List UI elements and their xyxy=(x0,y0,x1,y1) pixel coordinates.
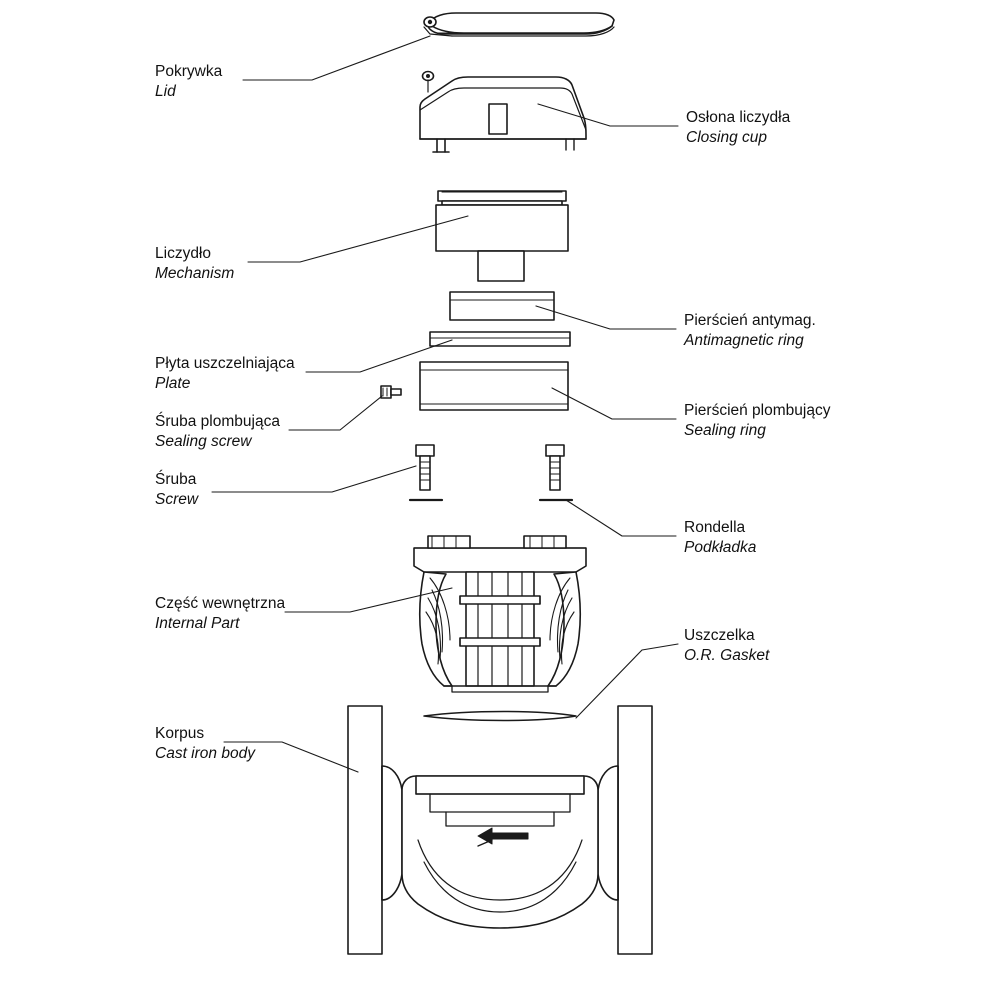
label-closing-cup xyxy=(686,108,790,148)
label-lid-pl: Pokrywka xyxy=(155,63,223,80)
label-plate-en: Plate xyxy=(155,374,191,392)
part-screw-left xyxy=(416,445,434,490)
part-mechanism xyxy=(436,191,568,281)
label-washer xyxy=(684,518,756,558)
label-washer-pl: Rondella xyxy=(684,519,746,536)
label-internal-part-en: Internal Part xyxy=(155,614,240,632)
label-closing-cup-en: Closing cup xyxy=(686,128,767,146)
label-sealing-ring xyxy=(684,401,830,441)
label-gasket xyxy=(684,626,769,666)
label-gasket-pl: Uszczelka xyxy=(684,627,755,644)
label-plate-pl: Płyta uszczelniająca xyxy=(155,355,295,372)
label-washer-en: Podkładka xyxy=(684,538,757,556)
label-sealing-screw xyxy=(155,412,280,452)
label-antimagnetic-ring xyxy=(684,311,816,351)
label-sealing-ring-en: Sealing ring xyxy=(684,421,766,439)
label-sealing-ring-pl: Pierścień plombujący xyxy=(684,402,831,419)
label-internal-part-pl: Część wewnętrzna xyxy=(155,595,286,612)
label-screw xyxy=(155,470,198,510)
label-mechanism xyxy=(155,244,234,284)
label-internal-part xyxy=(155,594,285,634)
label-lid xyxy=(155,62,222,102)
part-antimagnetic-ring xyxy=(450,292,554,320)
part-plate xyxy=(430,332,570,346)
part-screw-right xyxy=(546,445,564,490)
part-closing-cup xyxy=(420,72,586,153)
part-gasket xyxy=(424,712,576,721)
part-sealing-ring xyxy=(420,362,568,410)
label-mechanism-en: Mechanism xyxy=(155,264,235,282)
label-antimagnetic-ring-pl: Pierścień antymag. xyxy=(684,312,816,329)
label-mechanism-pl: Liczydło xyxy=(155,245,211,262)
label-lid-en: Lid xyxy=(155,82,176,100)
part-lid xyxy=(424,13,614,36)
label-screw-en: Screw xyxy=(155,490,199,508)
label-closing-cup-pl: Osłona liczydła xyxy=(686,109,791,126)
label-screw-pl: Śruba xyxy=(155,471,197,488)
label-antimagnetic-ring-en: Antimagnetic ring xyxy=(684,331,804,349)
part-cast-iron-body xyxy=(348,706,652,954)
label-gasket-en: O.R. Gasket xyxy=(684,646,770,664)
label-cast-iron-body-en: Cast iron body xyxy=(155,744,255,762)
part-internal xyxy=(414,536,586,692)
label-sealing-screw-pl: Śruba plombująca xyxy=(155,413,280,430)
label-sealing-screw-en: Sealing screw xyxy=(155,432,252,450)
part-sealing-screw xyxy=(381,386,401,398)
label-cast-iron-body-pl: Korpus xyxy=(155,725,205,742)
label-cast-iron-body xyxy=(155,724,255,764)
label-plate xyxy=(155,354,295,394)
